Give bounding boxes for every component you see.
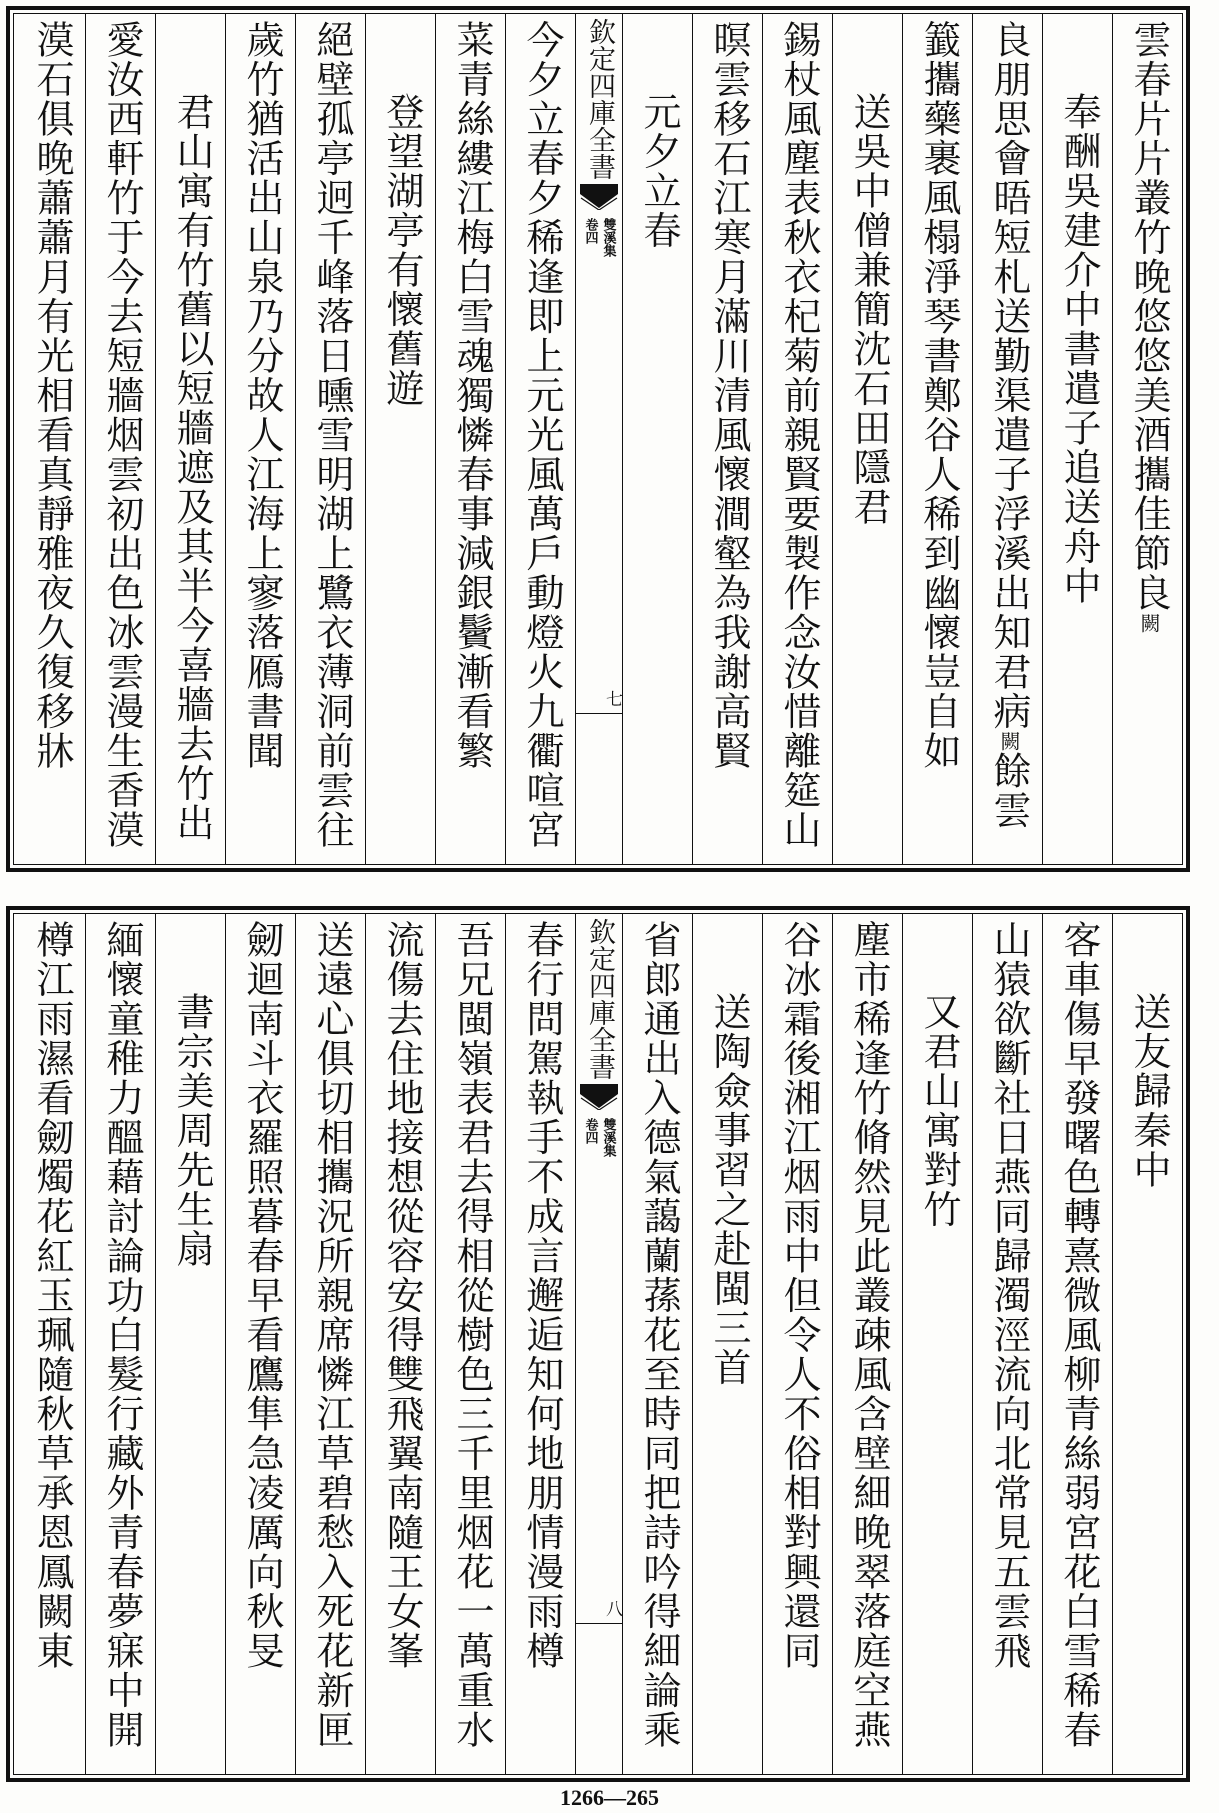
verse-column [365, 914, 435, 1774]
poem-title: 元夕立春 [637, 92, 681, 250]
fold-labels [583, 218, 616, 257]
verse-column [832, 914, 902, 1774]
verse-column [225, 14, 295, 864]
verse-text: 緬懷童稚力醞藉討論功白髮行藏外青春夢寐中開 [100, 920, 144, 1750]
verse-text: 菜青絲縷江梅白雪魂獨憐春事減銀鬢漸看繁 [450, 20, 494, 771]
volume-label: 卷四 [582, 218, 598, 244]
poem-title: 送吳中僧兼簡沈石田隱君 [847, 92, 891, 527]
lacuna-note: 闕 [997, 731, 1021, 751]
title-column [1112, 914, 1182, 1774]
verse-text: 籖攜藥裹風榻淨琴書鄭谷人稀到幽懷豈自如 [917, 20, 961, 771]
verse-text: 愛汝西軒竹于今去短牆烟雲初出色冰雲漫生香漠 [100, 20, 144, 850]
verse-text: 谷冰霜後湘江烟雨中但令人不俗相對興還同 [777, 920, 821, 1671]
book-title: 欽定四庫全書 [584, 918, 615, 1080]
verse-text: 歲竹猶活出山泉乃分故人江海上寥落鴈書聞 [240, 20, 284, 771]
collection-name: 雙溪集 [600, 218, 616, 257]
verse-text: 省郎通出入德氣藹蘭蓀花至時同把詩吟得細論乘 [637, 920, 681, 1750]
title-column [832, 14, 902, 864]
verse-text: 錫杖風塵表秋衣杞菊前親賢要製作念汝惜離筵山 [777, 20, 821, 850]
verse-text: 暝雲移石江寒月滿川清風懷澗壑為我謝高賢 [707, 20, 751, 771]
title-column [902, 914, 972, 1774]
poem-title: 君山寓有竹舊以短牆遮及其半今喜牆去竹出 [170, 92, 214, 843]
footer-page-code: 1266—265 [560, 1785, 659, 1810]
verse-column [622, 914, 692, 1774]
book-page-lower [6, 906, 1190, 1782]
column-grid [13, 13, 1183, 865]
title-column [155, 14, 225, 864]
verse-column [15, 14, 85, 864]
verse-column [295, 914, 365, 1774]
poem-title: 送友歸秦中 [1127, 992, 1171, 1190]
verse-column [692, 14, 762, 864]
verse-column [85, 14, 155, 864]
verse-column [225, 914, 295, 1774]
verse-text: 絕壁孤亭迥千峰落日曛雪明湖上鷺衣薄洞前雲往 [310, 20, 354, 850]
verse-text: 客車傷早發曙色轉熹微風柳青絲弱宮花白雪稀春 [1057, 920, 1101, 1750]
verse-column [435, 14, 505, 864]
book-title: 欽定四庫全書 [584, 18, 615, 180]
verse-column [972, 14, 1042, 864]
title-column [692, 914, 762, 1774]
column-grid [13, 913, 1183, 1775]
fold-labels [583, 1118, 616, 1157]
verse-column [972, 914, 1042, 1774]
title-column [1042, 14, 1112, 864]
collection-name: 雙溪集 [600, 1118, 616, 1157]
page-number: 八 [576, 1600, 622, 1624]
verse-text: 樽江雨濕看劒燭花紅玉珮隨秋草承恩鳳闕東 [30, 920, 74, 1671]
book-page-upper [6, 6, 1190, 872]
poem-title: 登望湖亭有懷舊遊 [380, 92, 424, 408]
verse-text: 今夕立春夕稀逢即上元光風萬戶動燈火九衢喧宮 [520, 20, 564, 850]
verse-column [435, 914, 505, 1774]
volume-label: 卷四 [582, 1118, 598, 1144]
verse-text: 吾兄閩嶺表君去得相從樹色三千里烟花一萬重水 [450, 920, 494, 1750]
verse-column [85, 914, 155, 1774]
verse-text: 送遠心俱切相攜況所親席憐江草碧愁入死花新匣 [310, 920, 354, 1750]
page-number: 七 [576, 690, 622, 714]
verse-text: 流傷去住地接想從容安得雙飛翼南隨王女峯 [380, 920, 424, 1671]
verse-column [762, 914, 832, 1774]
verse-text: 山猿欲斷社日燕同歸濁涇流向北常見五雲飛 [987, 920, 1031, 1671]
poem-title: 書宗美周先生扇 [170, 992, 214, 1269]
verse-text: 春行問駕執手不成言邂逅知何地朋情漫雨樽 [520, 920, 564, 1671]
verse-text: 塵市稀逢竹脩然見此叢疎風含壁細晚翠落庭空燕 [847, 920, 891, 1750]
lacuna-note: 闕 [1137, 612, 1161, 633]
verse-text: 雲春片片叢竹晚悠悠美酒攜佳節良 [1127, 20, 1171, 613]
poem-title: 奉酬吳建介中書遣子追送舟中 [1057, 92, 1101, 606]
verse-text: 餘雲 [987, 751, 1031, 830]
verse-text: 劒迴南斗衣羅照暮春早看鷹隼急凌厲向秋旻 [240, 920, 284, 1671]
verse-column [15, 914, 85, 1774]
poem-title: 又君山寓對竹 [917, 992, 961, 1229]
verse-column [505, 914, 575, 1774]
verse-column [1112, 14, 1182, 864]
center-fold-column [575, 14, 622, 864]
verse-column [902, 14, 972, 864]
verse-column [505, 14, 575, 864]
title-column [365, 14, 435, 864]
title-column [622, 14, 692, 864]
poem-title: 送陶僉事習之赴閩三首 [707, 992, 751, 1387]
title-column [155, 914, 225, 1774]
verse-text: 良朋思會晤短札送勤渠遣子浮溪出知君病 [987, 20, 1031, 731]
verse-column [1042, 914, 1112, 1774]
verse-column [762, 14, 832, 864]
verse-text: 漠石俱晚蕭蕭月有光相看真靜雅夜久復移牀 [30, 20, 74, 771]
center-fold-column [575, 914, 622, 1774]
fishtail-mark-icon [580, 184, 618, 210]
verse-column [295, 14, 365, 864]
fishtail-mark-icon [580, 1084, 618, 1110]
